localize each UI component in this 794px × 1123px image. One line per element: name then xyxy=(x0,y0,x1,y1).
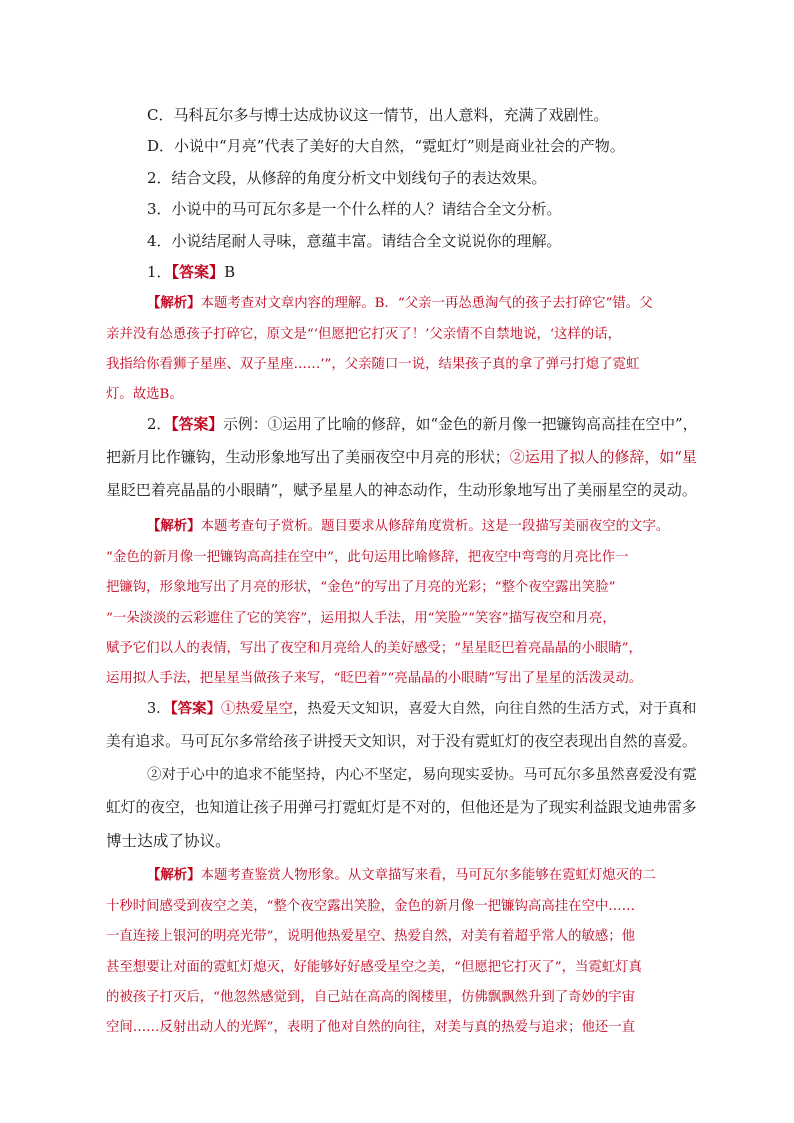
answer-2-text: 示例：①运用了比喻的修辞，如“金色的新月像一把镰钩高高挂在空中”， xyxy=(223,416,698,433)
answer-2-text-2b: ②运用了拟人的修辞，如“星 xyxy=(509,448,697,466)
answer-2-line-1 xyxy=(147,413,697,434)
answer-2-line-2 xyxy=(106,446,697,467)
answer-1-line xyxy=(147,261,235,282)
answer-2-tag: 【答案】 xyxy=(171,416,224,433)
analysis-2-line-5: 赋予它们以人的表情，写出了夜空和月亮给人的美好感受；“星星眨巴着亮晶晶的小眼睛”， xyxy=(106,641,642,656)
analysis-1-line-4: 灯。故选B。 xyxy=(106,387,183,402)
analysis-3-line-1 xyxy=(147,864,656,883)
analysis-3-tag: 【解析】 xyxy=(147,867,201,883)
analysis-1-text: 本题考查对文章内容的理解。B．“父亲一再怂恿淘气的孩子去打碎它”错。父 xyxy=(200,296,653,311)
answer-3-line-3: ②对于心中的追求不能坚持，内心不坚定，易向现实妥协。马可瓦尔多虽然喜爱没有霓 xyxy=(147,767,697,783)
analysis-2-line-6: 运用拟人手法，把星星当做孩子来写，“眨巴着”“亮晶晶的小眼睛”写出了星星的活泼灵动。 xyxy=(106,671,643,686)
answer-3-tag: 【答案】 xyxy=(170,700,221,717)
analysis-2-line-2: “金色的新月像一把镰钩高高挂在空中”，此句运用比喻修辞，把夜空中弯弯的月亮比作一 xyxy=(106,550,629,565)
answer-3-text-1b: ，热爱天文知识，喜爱大自然，向往自然的生活方式，对于真和 xyxy=(293,701,697,717)
option-d: D．小说中“月亮”代表了美好的大自然，“霓虹灯”则是商业社会的产物。 xyxy=(147,137,625,155)
analysis-1-tag: 【解析】 xyxy=(147,295,201,311)
answer-3-line-2: 美有追求。马可瓦尔多常给孩子讲授天文知识，对于没有霓虹灯的夜空表现出自然的喜爱。 xyxy=(106,733,697,750)
answer-3-line-4: 虹灯的夜空，也知道让孩子用弹弓打霓虹灯是不对的，但他还是为了现实利益跟戈迪弗雷多 xyxy=(106,799,697,816)
analysis-3-line-3: 一直连接上银河的明亮光带”，说明他热爱星空、热爱自然，对美有着超乎常人的敏感；他 xyxy=(106,929,636,944)
question-2: 2．结合文段，从修辞的角度分析文中划线句子的表达效果。 xyxy=(147,169,547,187)
analysis-3-line-4: 甚至想要让对面的霓虹灯熄灭，好能够好好感受星空之美，“但愿把它打灭了”，当霓虹灯真 xyxy=(106,960,642,975)
answer-1-tag: 【答案】 xyxy=(171,263,225,281)
analysis-2-tag: 【解析】 xyxy=(147,518,201,534)
analysis-1-line-3: 我指给你看狮子星座、双子星座……’”，父亲随口一说，结果孩子真的拿了弹弓打熄了霓虹 xyxy=(106,357,640,372)
answer-2-text-2a: 把新月比作镰钩，生动形象地写出了美丽夜空中月亮的形状； xyxy=(106,448,510,466)
answer-2-number: 2． xyxy=(147,416,172,433)
analysis-2-text: 本题考查句子赏析。题目要求从修辞角度赏析。这是一段描写美丽夜空的文字。 xyxy=(200,519,670,534)
option-c: C．马科瓦尔多与博士达成协议这一情节，出人意料，充满了戏剧性。 xyxy=(147,106,609,124)
answer-1-number: 1． xyxy=(147,263,172,281)
analysis-2-line-3: 把镰钩，形象地写出了月亮的形状，“金色”的写出了月亮的光彩；“整个夜空露出笑脸” xyxy=(106,580,616,595)
answer-3-line-1 xyxy=(147,697,696,718)
analysis-3-line-6: 空间……反射出动人的光辉”，表明了他对自然的向往，对美与真的热爱与追求；他还一直 xyxy=(106,1020,636,1035)
answer-1-value: B xyxy=(224,263,236,281)
analysis-2-line-4: “一朵淡淡的云彩遮住了它的笑容”，运用拟人手法，用“笑脸”“笑容”描写夜空和月亮， xyxy=(106,611,616,626)
analysis-2-line-1 xyxy=(147,515,669,534)
question-4: 4．小说结尾耐人寻味，意蕴丰富。请结合全文说说你的理解。 xyxy=(147,232,562,250)
analysis-1-line-2: 亲并没有怂恿孩子打碎它，原文是“‘但愿把它打灭了！’父亲情不自禁地说，‘这样的话， xyxy=(106,327,622,342)
answer-3-line-5: 博士达成了协议。 xyxy=(106,832,231,850)
analysis-3-line-2: 十秒时间感受到夜空之美，“整个夜空露出笑脸，金色的新月像一把镰钩高高挂在空中…… xyxy=(106,899,636,914)
analysis-1-line-1 xyxy=(147,292,653,311)
answer-2-line-3: 星眨巴着亮晶晶的小眼睛”，赋予星星人的神态动作，生动形象地写出了美丽星空的灵动。 xyxy=(106,481,697,499)
answer-3-number: 3． xyxy=(147,701,171,717)
question-3: 3．小说中的马可瓦尔多是一个什么样的人？请结合全文分析。 xyxy=(147,200,562,218)
analysis-3-line-5: 的被孩子打灭后，“他忽然感觉到，自己站在高高的阁楼里，仿佛飘飘然升到了奇妙的宇宙 xyxy=(106,990,636,1005)
answer-3-text-1a: ①热爱星空 xyxy=(221,701,294,717)
analysis-3-text: 本题考查鉴赏人物形象。从文章描写来看，马可瓦尔多能够在霓虹灯熄灭的二 xyxy=(200,868,656,883)
